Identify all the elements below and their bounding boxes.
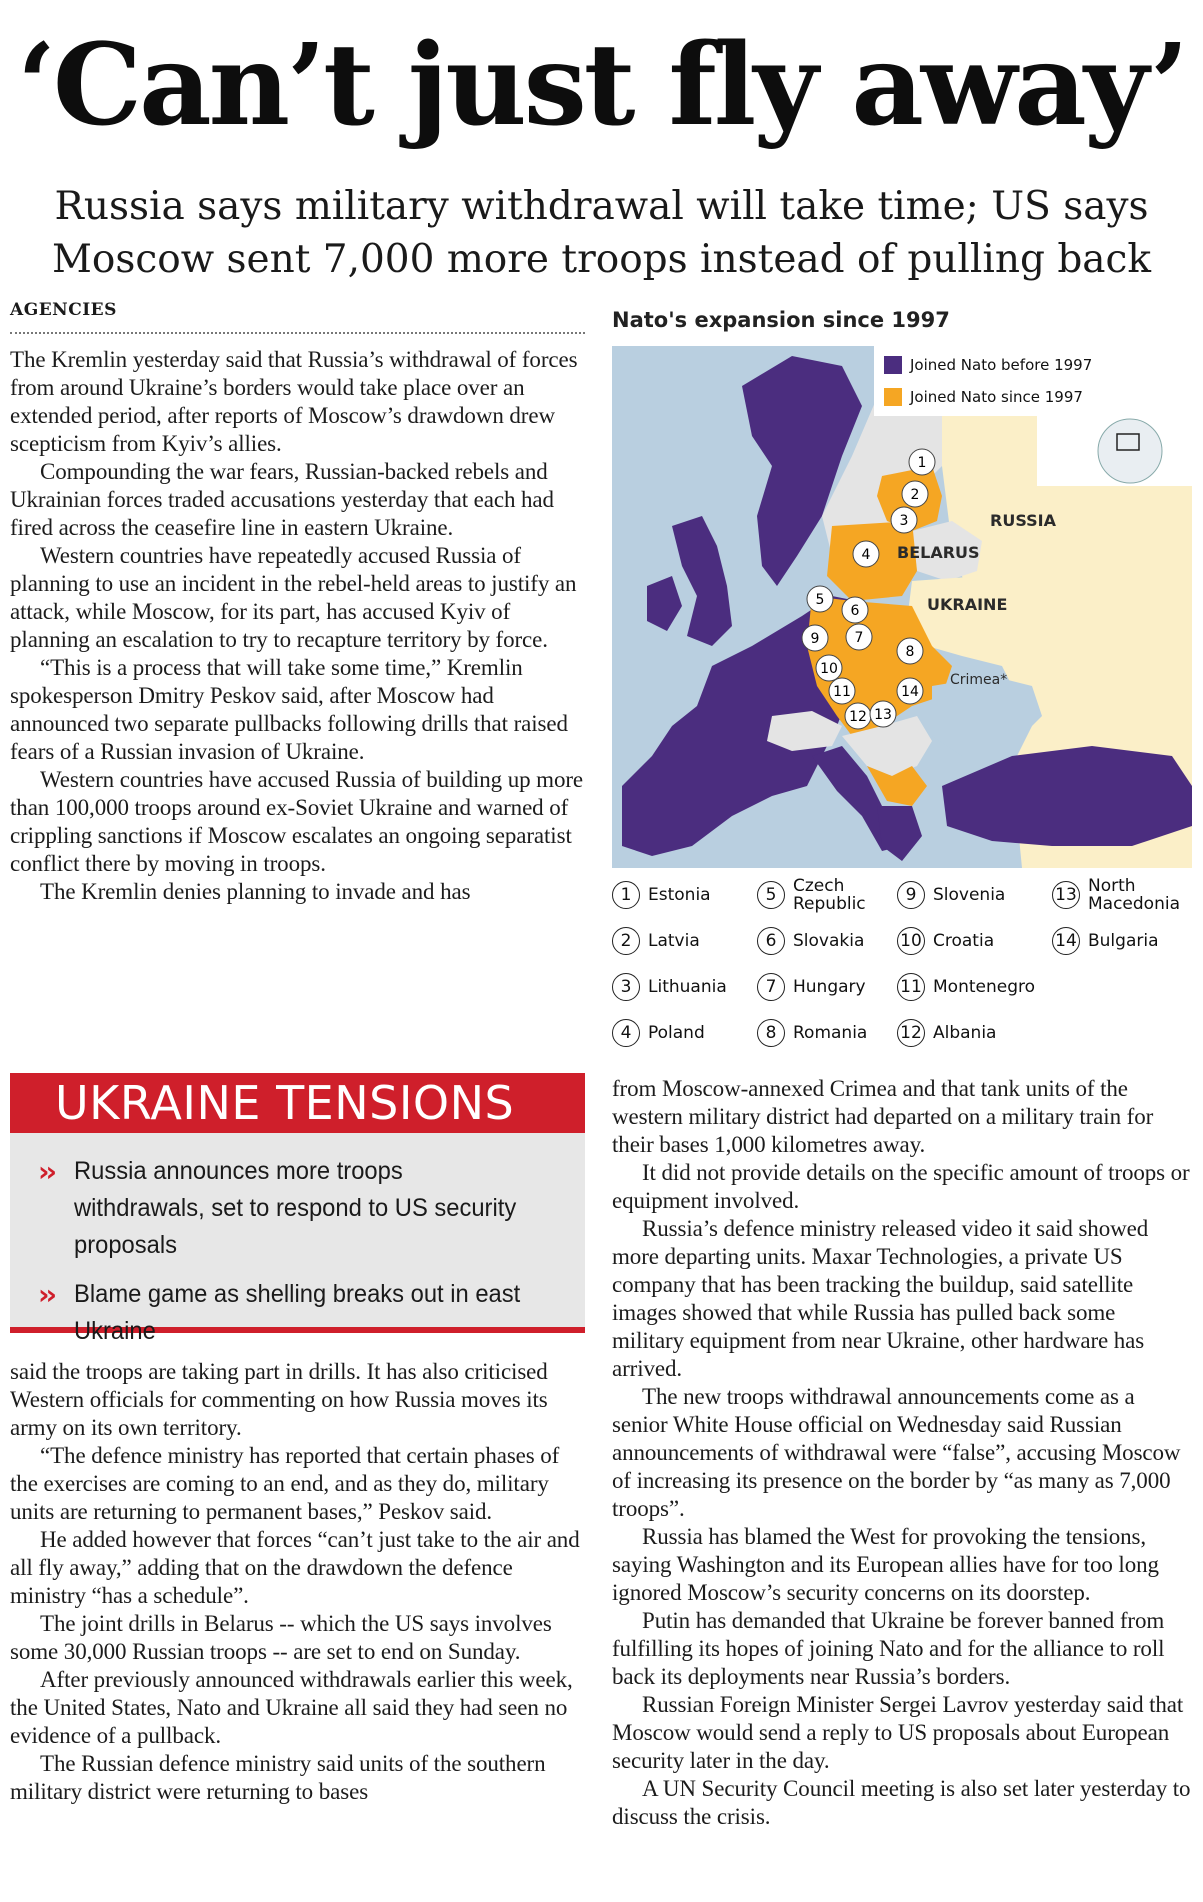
svg-text:5: 5: [815, 592, 825, 608]
marker-13: [870, 701, 896, 727]
greece-region: [877, 806, 922, 861]
related-story-item[interactable]: [38, 1276, 561, 1350]
label-ukraine: UKRAINE: [927, 595, 1008, 614]
marker-4: [853, 541, 879, 567]
marker-12: [845, 703, 871, 729]
marker-3: [891, 507, 917, 533]
turkey-region: [942, 746, 1192, 846]
globe-icon: [1098, 419, 1162, 483]
svg-text:12: 12: [849, 709, 867, 725]
svg-text:9: 9: [810, 631, 820, 647]
key-item: 10 Croatia: [897, 924, 1052, 958]
legend-label-since: Joined Nato since 1997: [910, 388, 1083, 406]
paragraph: The joint drills in Belarus -- which the US says involves some 30,000 Russian troops -- are set to end on Sunday.: [10, 1611, 552, 1664]
key-item-empty: [1052, 970, 1197, 1004]
key-item: 5 Czech Republic: [757, 878, 897, 912]
svg-text:7: 7: [854, 630, 864, 646]
svg-text:3: 3: [899, 513, 909, 529]
key-item: 11 Montenegro: [897, 970, 1052, 1004]
key-item: 1 Estonia: [612, 878, 757, 912]
article-column-left-top: [10, 346, 588, 906]
marker-11: [829, 678, 855, 704]
map-key: [612, 878, 1197, 1050]
marker-1: [909, 449, 935, 475]
svg-text:2: 2: [910, 487, 920, 503]
related-story-item[interactable]: [38, 1153, 561, 1264]
byline: AGENCIES: [10, 300, 585, 334]
marker-5: [807, 586, 833, 612]
svg-text:10: 10: [820, 661, 838, 677]
key-item: 2 Latvia: [612, 924, 757, 958]
marker-7: [846, 624, 872, 650]
uk-region: [672, 516, 732, 646]
svg-text:11: 11: [833, 684, 851, 700]
paragraph: Russia has blamed the West for provoking the tensions, saying Washington and its European allies have for too long ignored Moscow’s security concerns on its doorstep.: [612, 1524, 1159, 1605]
paragraph: Compounding the war fears, Russian-backed rebels and Ukrainian forces traded accusations yesterday that each had fired across the ceasefire line in eastern Ukraine.: [10, 459, 554, 540]
svg-text:4: 4: [861, 547, 871, 563]
article-column-left-bottom: [10, 1358, 588, 1806]
paragraph: Russian Foreign Minister Sergei Lavrov yesterday said that Moscow would send a reply to US proposals about European security later in the day.: [612, 1692, 1184, 1773]
legend-swatch-before: [884, 356, 902, 374]
subhead-line-1: Russia says military withdrawal will take time; US says: [54, 184, 1149, 229]
related-stories-title: UKRAINE TENSIONS: [10, 1073, 585, 1133]
ireland-region: [647, 576, 682, 631]
related-stories-box: [10, 1073, 585, 1345]
related-story-text: Russia announces more troops withdrawals, set to respond to US security proposals: [74, 1157, 517, 1259]
subhead-line-2: Moscow sent 7,000 more troops instead of pulling back: [51, 237, 1152, 282]
double-chevron-right-icon: ››: [38, 1155, 54, 1188]
map-graphic: [612, 346, 1192, 868]
legend-swatch-since: [884, 388, 902, 406]
subheadline: [20, 180, 1183, 286]
paragraph: “The defence ministry has reported that certain phases of the exercises are coming to an end, and as they do, military units are returning to permanent bases,” Peskov said.: [10, 1443, 560, 1524]
svg-text:13: 13: [874, 707, 892, 723]
paragraph: The new troops withdrawal announcements come as a senior White House official on Wednesday said Russian announcements of withdrawal were “false”, accusing Moscow of increasing its presence on the border by “as many as 7,000 troops”.: [612, 1384, 1181, 1521]
paragraph: “This is a process that will take some time,” Kremlin spokesperson Dmitry Peskov said, after Moscow had announced two separate pullbacks following drills that raised fears of a Russian invasion of Ukraine.: [10, 655, 568, 764]
nato-expansion-map: [612, 346, 1192, 868]
key-item: 13 North Macedonia: [1052, 878, 1197, 912]
key-item: 4 Poland: [612, 1016, 757, 1050]
key-item: 6 Slovakia: [757, 924, 897, 958]
marker-8: [897, 638, 923, 664]
paragraph: The Russian defence ministry said units of the southern military district were returning to bases: [10, 1751, 546, 1804]
article-column-right: [612, 1075, 1192, 1831]
paragraph: After previously announced withdrawals earlier this week, the United States, Nato and Ukraine all said they had seen no evidence of a pullback.: [10, 1667, 573, 1748]
marker-9: [802, 625, 828, 651]
svg-text:1: 1: [917, 455, 927, 471]
marker-14: [897, 678, 923, 704]
marker-2: [902, 481, 928, 507]
key-item: 8 Romania: [757, 1016, 897, 1050]
legend-label-before: Joined Nato before 1997: [910, 356, 1093, 374]
paragraph: Russia’s defence ministry released video it said showed more departing units. Maxar Technologies, a private US company that has been tracking the buildup, said satellite images showed that while Russia has pulled back some military equipment from near Ukraine, other hardware has arrived.: [612, 1216, 1149, 1381]
paragraph: Western countries have repeatedly accused Russia of planning to use an incident in the rebel-held areas to justify an attack, while Moscow, for its part, has accused Kyiv of planning an escalation to try to recapture territory by force.: [10, 543, 577, 652]
label-russia: RUSSIA: [990, 511, 1056, 530]
key-item: 14 Bulgaria: [1052, 924, 1197, 958]
key-item: 3 Lithuania: [612, 970, 757, 1004]
label-crimea: Crimea*: [950, 672, 1008, 688]
svg-text:8: 8: [905, 644, 915, 660]
marker-10: [816, 655, 842, 681]
headline: ‘Can’t just fly away’: [16, 20, 1187, 151]
paragraph: Putin has demanded that Ukraine be forever banned from fulfilling its hopes of joining Nato and for the alliance to roll back its deployments near Russia’s borders.: [612, 1608, 1165, 1689]
key-item: 12 Albania: [897, 1016, 1052, 1050]
paragraph: It did not provide details on the specific amount of troops or equipment involved.: [612, 1160, 1190, 1213]
map-title: Nato's expansion since 1997: [612, 308, 950, 332]
marker-6: [842, 597, 868, 623]
key-item-empty: [1052, 1016, 1197, 1050]
label-belarus: BELARUS: [897, 543, 980, 562]
paragraph: from Moscow-annexed Crimea and that tank units of the western military district had departed on a military train for their bases 1,000 kilometres away.: [612, 1076, 1154, 1157]
key-item: 9 Slovenia: [897, 878, 1052, 912]
paragraph: The Kremlin yesterday said that Russia’s withdrawal of forces from around Ukraine’s borders would take place over an extended period, after reports of Moscow’s drawdown drew scepticism from Kyiv’s allies.: [10, 347, 578, 456]
paragraph: The Kremlin denies planning to invade and has: [40, 879, 471, 904]
key-item: 7 Hungary: [757, 970, 897, 1004]
svg-text:14: 14: [901, 684, 919, 700]
paragraph: He added however that forces “can’t just take to the air and all fly away,” adding that on the drawdown the defence ministry “has a schedule”.: [10, 1527, 580, 1608]
paragraph: Western countries have accused Russia of building up more than 100,000 troops around ex-Soviet Ukraine and warned of crippling sanctions if Moscow escalates an ongoing separatist conflict there by moving in troops.: [10, 767, 584, 876]
paragraph: A UN Security Council meeting is also set later yesterday to discuss the crisis.: [612, 1776, 1191, 1829]
svg-text:6: 6: [850, 603, 860, 619]
paragraph: said the troops are taking part in drills. It has also criticised Western officials for commenting on how Russia moves its army on its own territory.: [10, 1359, 548, 1440]
double-chevron-right-icon: ››: [38, 1278, 54, 1311]
related-story-text: Blame game as shelling breaks out in east Ukraine: [74, 1280, 521, 1345]
